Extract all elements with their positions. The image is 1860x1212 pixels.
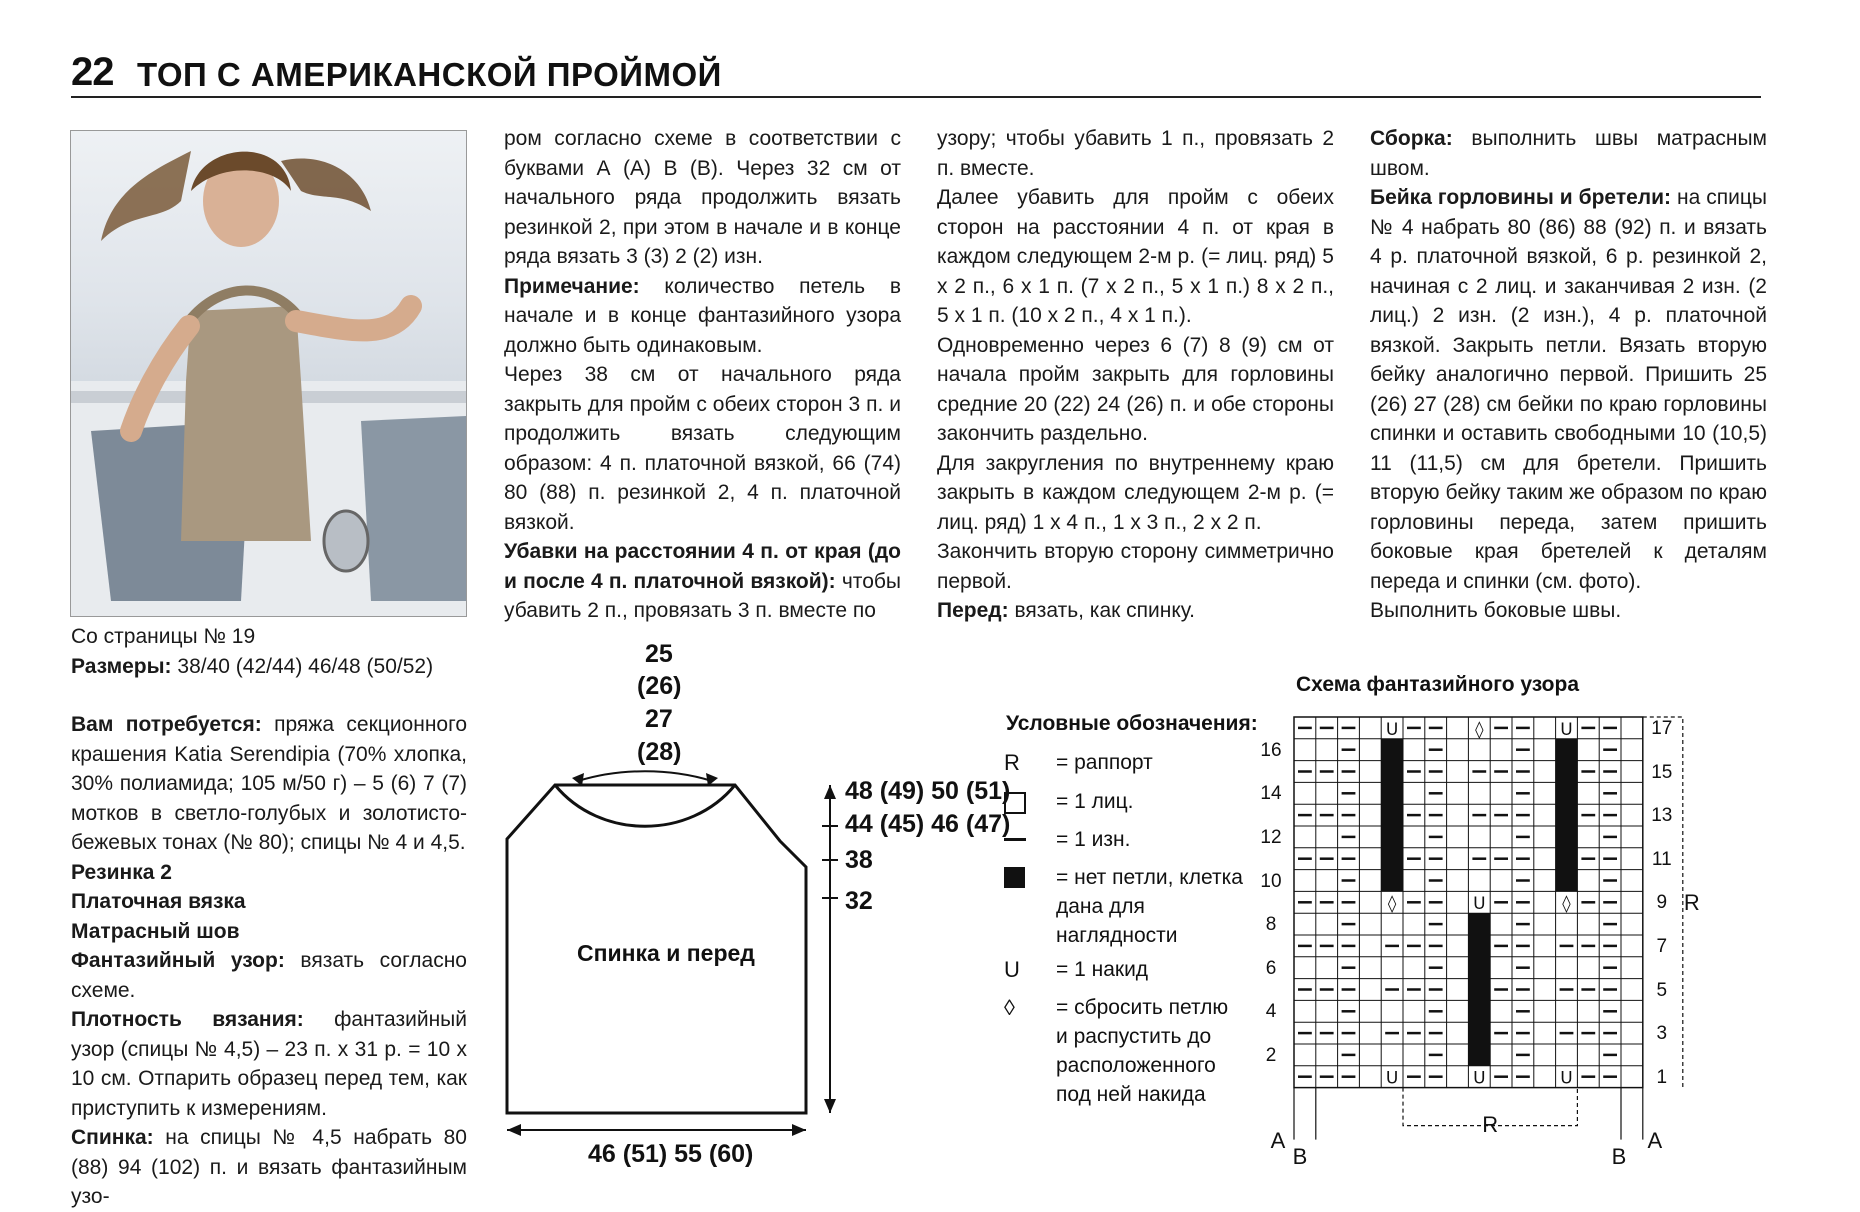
row-number-left: 16 (1260, 739, 1282, 761)
back-start: Спинка: на спицы № 4,5 набрать 80 (88) 94 (102) п. и вязать фантазийным узо- (71, 1126, 467, 1208)
yarn-over-mark: U (1385, 1068, 1399, 1089)
height-rib: 32 (845, 887, 873, 915)
drop-stitch-mark: ◊ (1475, 719, 1484, 740)
neckline-curve (555, 785, 735, 826)
width-measure: 46 (51) 55 (60) (588, 1140, 754, 1168)
row-number-left: 10 (1260, 870, 1282, 892)
neck-width-2: (26) (637, 672, 682, 700)
row-number-left: 2 (1265, 1045, 1277, 1066)
photo-illustration (71, 131, 466, 616)
from-page: Со страницы № 19 (71, 625, 256, 648)
yarn-over-mark: U (1473, 894, 1486, 915)
text-column-2 (504, 124, 901, 626)
yarn-over-mark: U (1560, 1068, 1573, 1089)
yarn-over-mark: U (1560, 719, 1573, 740)
sizes: Размеры: 38/40 (42/44) 46/48 (50/52) (71, 654, 434, 678)
armhole-shaping: Далее убавить для пройм с обеих сторон на расстоянии 4 п. от края в каждом следующем 2-м р. (= лиц. ряд) 5 х 2 п., 6 х 1 п. (7 х 2 п., 5 х 1 п.) 8 х 2 п., 5 х 1 п. (10 х 2 п., 4 х 1 п.). (937, 186, 1334, 327)
repeat-label-right: R (1683, 890, 1700, 916)
no-stitch-cell (1381, 739, 1403, 892)
knit-symbol-icon (1004, 787, 1056, 821)
decreases: Убавки на расстоянии 4 п. от края (до и после 4 п. платочной вязкой): чтобы убавить 2 п., провязать 3 п. вместе по (504, 540, 901, 622)
label-b-right: B (1611, 1143, 1627, 1169)
legend-purl: = 1 изн. (1004, 825, 1244, 854)
legend-no-stitch: = нет петли, клетка дана для наглядности (1004, 863, 1244, 950)
label-a-left: A (1270, 1127, 1286, 1153)
label-a-right: A (1647, 1127, 1663, 1153)
page-number: 22 (71, 50, 114, 94)
legend-repeat: R = раппорт (1004, 750, 1153, 775)
yarn-over-mark: U (1473, 1068, 1486, 1089)
row-number-right: 5 (1656, 979, 1668, 1001)
armhole-start: Через 38 см от начального ряда закрыть для пройм с обеих сторон 3 п. и продолжить вязать следующим образом: 4 п. платочной вязкой, 66 (74) 80 (88) п. резинкой 2, 4 п. платочной вязкой. (504, 363, 901, 534)
scheme-title: Схема фантазийного узора (1296, 673, 1580, 696)
back-continue: ром согласно схеме в соответствии с буквами А (A) В (B). Через 32 см от начального ряда продолжить вязать резинкой 2, при этом в начале и в конце ряда вязать 3 (3) 2 (2) изн. (504, 127, 901, 268)
row-number-left: 6 (1265, 957, 1277, 979)
row-number-left: 14 (1260, 783, 1282, 805)
neck-width-1: 25 (645, 640, 673, 668)
no-stitch-cell (1556, 739, 1578, 892)
label-b-left: B (1292, 1143, 1308, 1169)
gauge: Плотность вязания: фантазийный узор (спицы № 4,5) – 23 п. х 31 р. = 10 х 10 см. Отпарить образец перед тем, как приступить к измерениям. (71, 1008, 467, 1120)
row-number-right: 1 (1656, 1066, 1668, 1088)
repeat-label-bottom: R (1482, 1111, 1499, 1137)
text-column-3 (937, 124, 1334, 626)
row-number-left: 8 (1265, 914, 1277, 936)
assembly: Сборка: выполнить швы матрасным швом. (1370, 127, 1767, 180)
height-shoulder: 44 (45) 46 (47) (845, 810, 1011, 838)
trim: Бейка горловины и бретели: на спицы № 4 набрать 80 (86) 88 (92) п. и вязать 4 р. платочной вязкой, 6 р. резинкой 2, начиная с 2 лиц. и заканчивая 2 изн. (2 лиц.) 2 изн. (2 изн.), 4 р. платочной вязкой. Закрыть петли. Вязать вторую бейку аналогично первой. Пришить 25 (26) 27 (28) см бейки по краю горловины спинки и оставить свободными 10 (10,5) 11 (11,5) см для бретели. Пришить вторую бейку таким же образом по краю горловины переда, затем пришить боковые края бретелей к деталям переда и спинки (см. фото). (1370, 186, 1767, 593)
row-number-left: 4 (1265, 1001, 1277, 1023)
stitch-chart (1280, 700, 1780, 1170)
repeat-symbol: R (1004, 750, 1020, 775)
front: Перед: вязать, как спинку. (937, 599, 1196, 622)
neck-rounding: Для закругления по внутреннему краю закрыть в каждом следующем 2-м р. (= лиц. ряд) 1 х 4 п., 1 х 3 п., 2 х 2 п. (937, 451, 1334, 534)
dec-continue: узору; чтобы убавить 1 п., провязать 2 п. вместе. (937, 127, 1334, 180)
rib-heading: Резинка 2 (71, 860, 172, 884)
row-number-right: 11 (1651, 848, 1672, 870)
fancy-pattern: Фантазийный узор: вязать согласно схеме. (71, 949, 467, 1002)
yarn-over-mark: U (1385, 719, 1399, 740)
title-rule (71, 96, 1761, 98)
legend-title: Условные обозначения: (1006, 712, 1258, 735)
row-number-right: 15 (1651, 761, 1673, 783)
purl-symbol-icon (1004, 825, 1056, 854)
row-number-left: 12 (1260, 827, 1282, 848)
row-number-right: 3 (1656, 1023, 1668, 1045)
garter-heading: Платочная вязка (71, 890, 246, 913)
no-stitch-cell (1468, 913, 1490, 1066)
neck-width-4: (28) (637, 738, 682, 766)
legend-yarn-over: U = 1 накид (1004, 957, 1149, 982)
height-armhole: 38 (845, 846, 873, 874)
model-photo (70, 130, 467, 617)
row-number-right: 13 (1651, 805, 1673, 827)
mattress-heading: Матрасный шов (71, 919, 240, 943)
materials: Вам потребуется: пряжа секционного крашения Katia Serendipia (70% хлопка, 30% полиамида; 105 м/50 г) – 5 (6) 7 (7) мотков в светло-голубых и золотисто-бежевых тонах (№ 80); спицы № 4 и 4,5. (71, 713, 467, 854)
legend-drop: ◊ = сбросить петлю и распустить до расположенного под ней накида (1004, 993, 1244, 1109)
row-number-right: 9 (1656, 892, 1668, 914)
note: Примечание: количество петель в начале и в конце фантазийного узора должно быть одинаковым. (504, 274, 901, 357)
schematic-label: Спинка и перед (577, 940, 755, 966)
second-side: Закончить вторую сторону симметрично первой. (937, 540, 1334, 593)
neck-width-3: 27 (645, 705, 673, 733)
legend-knit: = 1 лиц. (1004, 787, 1244, 821)
drop-stitch-mark: ◊ (1387, 894, 1397, 915)
row-number-right: 7 (1656, 936, 1668, 957)
no-stitch-symbol-icon (1004, 863, 1056, 950)
height-total: 48 (49) 50 (51) (845, 777, 1011, 805)
neck-shaping: Одновременно через 6 (7) 8 (9) см от начала пройм закрыть для горловины средние 20 (22) 24 (26) п. и обе стороны закончить раздельно. (937, 333, 1334, 445)
text-column-4 (1370, 124, 1767, 626)
final-seams: Выполнить боковые швы. (1370, 599, 1622, 622)
garment-schematic (490, 640, 1010, 1185)
drop-stitch-symbol: ◊ (1004, 995, 1015, 1020)
page-title: ТОП С АМЕРИКАНСКОЙ ПРОЙМОЙ (137, 56, 722, 93)
yarn-over-symbol: U (1004, 957, 1020, 982)
row-number-right: 17 (1651, 718, 1673, 739)
text-column-1 (71, 622, 467, 1212)
drop-stitch-mark: ◊ (1562, 894, 1571, 915)
